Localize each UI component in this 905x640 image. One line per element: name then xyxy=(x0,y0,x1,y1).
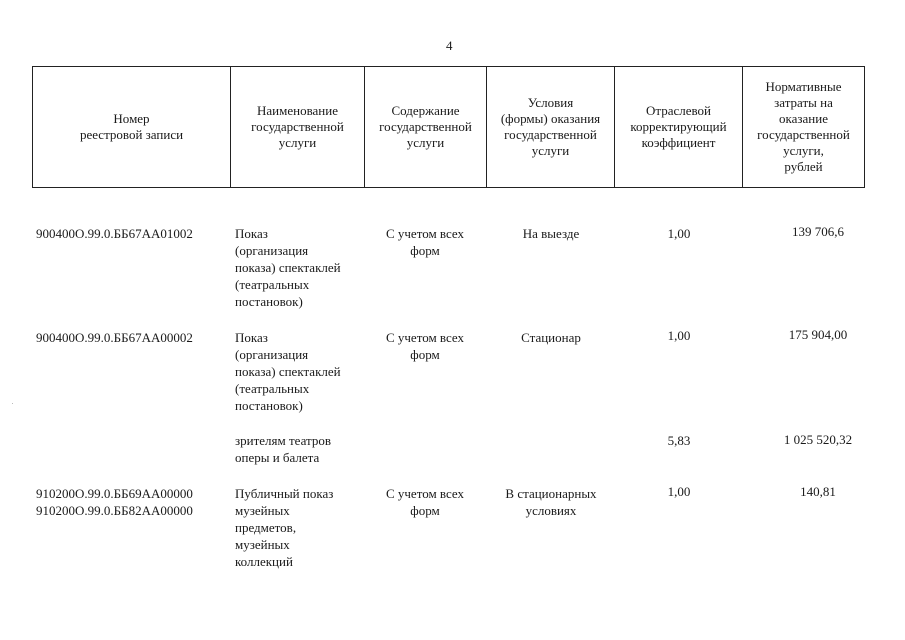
service-name: Публичный показ музейных предметов, музейных коллекций xyxy=(235,486,334,569)
service-conditions: На выезде xyxy=(522,226,580,241)
service-conditions: Стационар xyxy=(521,330,581,345)
header-normative-costs: Нормативные затраты на оказание государственной услуги, рублей xyxy=(742,66,865,188)
header-correction-coefficient: Отраслевой корректирующий коэффициент xyxy=(614,66,742,188)
service-content: С учетом всех форм xyxy=(385,486,465,518)
coefficient: 5,83 xyxy=(667,433,691,448)
normative-cost: 1 025 520,32 xyxy=(783,432,853,447)
normative-cost: 175 904,00 xyxy=(788,327,848,342)
scan-artifact xyxy=(12,403,13,404)
coefficient: 1,00 xyxy=(667,484,691,499)
coefficient: 1,00 xyxy=(667,226,691,241)
normative-cost: 140,81 xyxy=(800,484,836,499)
service-name: Показ (организация показа) спектаклей (театральных постановок) xyxy=(235,330,341,413)
header-service-name: Наименование государственной услуги xyxy=(230,66,364,188)
service-name: Показ (организация показа) спектаклей (театральных постановок) xyxy=(235,226,341,309)
service-content: С учетом всех форм xyxy=(385,330,465,362)
normative-cost: 139 706,6 xyxy=(792,224,844,239)
registry-code: 900400О.99.0.ББ67АА00002 xyxy=(36,330,193,345)
coefficient: 1,00 xyxy=(667,328,691,343)
registry-code: 910200О.99.0.ББ69АА00000 910200О.99.0.ББ82АА00000 xyxy=(36,486,193,518)
service-content: С учетом всех форм xyxy=(385,226,465,258)
header-registry-number: Номер реестровой записи xyxy=(32,66,230,188)
header-service-conditions: Условия (формы) оказания государственной услуги xyxy=(486,66,614,188)
service-name: зрителям театров оперы и балета xyxy=(235,433,332,465)
header-service-content: Содержание государственной услуги xyxy=(364,66,486,188)
service-conditions: В стационарных условиях xyxy=(505,486,597,518)
page-number: 4 xyxy=(446,38,453,53)
registry-code: 900400О.99.0.ББ67АА01002 xyxy=(36,226,193,241)
